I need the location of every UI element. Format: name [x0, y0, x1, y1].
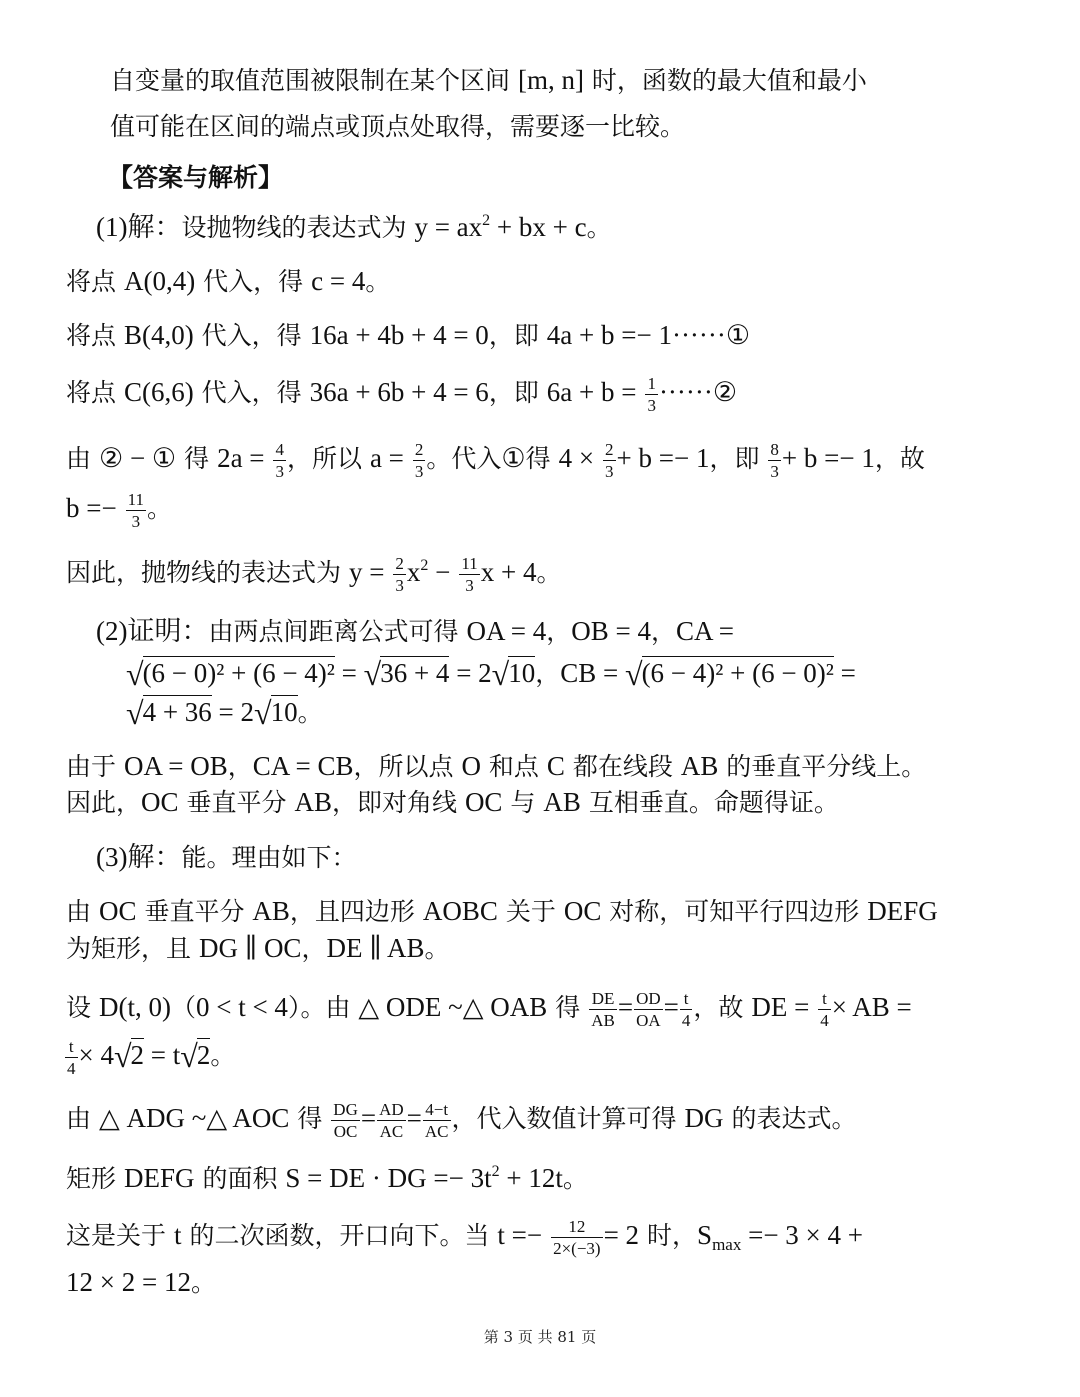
part1-setup: (1)解：设抛物线的表达式为 $y = ax^2$ + bx + c。	[96, 212, 612, 242]
fraction: $\frac{8}{3}$	[770, 440, 779, 481]
sqrt-sign: √	[625, 656, 643, 692]
part1-result: 因此，抛物线的表达式为 y = $\frac{2}{3}$ $x^2$ − $\frac{11}{3}$ x + 4。	[66, 554, 562, 595]
sqrt-sign: √	[363, 656, 382, 692]
fraction: $\frac{2}{3}$	[414, 440, 424, 481]
fraction: $\frac{11}{3}$	[127, 490, 145, 531]
part3-line-8: 12 × 2 = 12。	[66, 1267, 216, 1297]
part1-point-a: 将点 A(0,4) 代入，得 c = 4。	[66, 266, 391, 296]
part3-line-1: 由 OC 垂直平分 AB，且四边形 AOBC 关于 OC 对称，可知平行四边形 DEFG	[66, 896, 938, 926]
sqrt-sign: √	[254, 695, 272, 731]
fraction: $\frac{AD}{AC}$	[379, 1100, 404, 1141]
part3-line-2: 为矩形，且 DG ∥ OC，DE ∥ AB。	[66, 933, 450, 963]
part1-b-value: b =− $\frac{11}{3}$ 。	[66, 490, 173, 531]
part1-point-c: 将点 C(6,6) 代入，得 36a + 6b + 4 = 6，即 6a + b = $\frac{1}{3}$ ······②	[66, 374, 738, 415]
sqrt-sign: √	[113, 1038, 132, 1074]
fraction: $\frac{4}{3}$	[275, 440, 284, 481]
part3-line-7: 这是关于 t 的二次函数，开口向下。当 t =− $\frac{12}{2\times(-3)}$ = 2 时，$S_{max} =- 3 \times 4$ +	[66, 1217, 864, 1258]
fraction: $\frac{DG}{OC}$	[333, 1100, 358, 1141]
fraction: $\frac{DE}{AB}$	[591, 989, 615, 1030]
fraction: $\frac{1}{3}$	[647, 374, 656, 415]
fraction: $\frac{2}{3}$	[395, 554, 404, 595]
fraction: $\frac{12}{2\times(-3)}$	[553, 1217, 601, 1258]
part3-line-4: $\frac{t}{4}$ × 4√2 = t√2。	[67, 1037, 236, 1078]
part2-intro: (2)证明：由两点间距离公式可得 OA = 4，OB = 4，CA =	[96, 616, 734, 646]
fraction: $\frac{4-t}{AC}$	[424, 1100, 449, 1141]
part2-distances: √(6 − 0)² + (6 − 4)² = √36 + 4 = 2√10，CB = √(6 − 4)² + (6 − 0)² =	[126, 656, 856, 692]
part1-solve: 由 ② − ① 得 2a = $\frac{4}{3}$ ，所以 a = $\frac{2}{3}$ 。代入①得 4 × $\frac{2}{3}$ + b =− 1，即 $\frac{8}{3}$ + b =− 1，故	[66, 440, 925, 481]
fraction: $\frac{t}{4}$	[820, 989, 829, 1030]
part2-conclusion-1: 由于 OA = OB，CA = CB，所以点 O 和点 C 都在线段 AB 的垂直平分线上。	[66, 751, 927, 781]
part2-conclusion-2: 因此，OC 垂直平分 AB，即对角线 OC 与 AB 互相垂直。命题得证。	[66, 787, 839, 817]
fraction: $\frac{11}{3}$	[461, 554, 478, 595]
fraction: $\frac{2}{3}$	[605, 440, 614, 481]
part2-distances-cont: √4 + 36 = 2√10。	[126, 695, 323, 731]
sqrt-sign: √	[126, 695, 144, 731]
fraction: $\frac{OD}{OA}$	[636, 989, 661, 1030]
part3-line-5: 由 △ ADG ~△ AOC 得 $\frac{DG}{OC}$ = $\frac{AD}{AC}$ = $\frac{4-t}{AC}$ ，代入数值计算可得 DG 的表达式。	[66, 1100, 857, 1141]
part1-point-b: 将点 B(4,0) 代入，得 16a + 4b + 4 = 0，即 4a + b =− 1······①	[66, 320, 751, 351]
fraction: $\frac{t}{4}$	[681, 989, 691, 1030]
part3-line-3: 设 D(t, 0)（0 < t < 4）。由 △ ODE ~△ OAB 得 $\frac{DE}{AB}$ = $\frac{OD}{OA}$ = $\frac{t}{4}$ ，故 DE = $\frac{t}{4}$ × AB =	[66, 989, 912, 1030]
sqrt-sign: √	[491, 656, 510, 692]
sqrt-sign: √	[126, 656, 144, 692]
page-number: 第 3 页 共 81 页	[483, 1328, 597, 1346]
intro-line-1: 自变量的取值范围被限制在某个区间 [m, n] 时，函数的最大值和最小	[110, 65, 867, 95]
part3-intro: (3)解：能。理由如下：	[96, 842, 357, 872]
intro-line-2: 值可能在区间的端点或顶点处取得，需要逐一比较。	[110, 112, 686, 141]
answer-heading: 【答案与解析】	[108, 163, 284, 192]
sqrt-sign: √	[180, 1038, 198, 1074]
part3-line-6: 矩形 DEFG 的面积 S = DE · DG =− $3t^2 + 12t$。	[66, 1163, 588, 1193]
fraction: $\frac{t}{4}$	[67, 1037, 76, 1078]
